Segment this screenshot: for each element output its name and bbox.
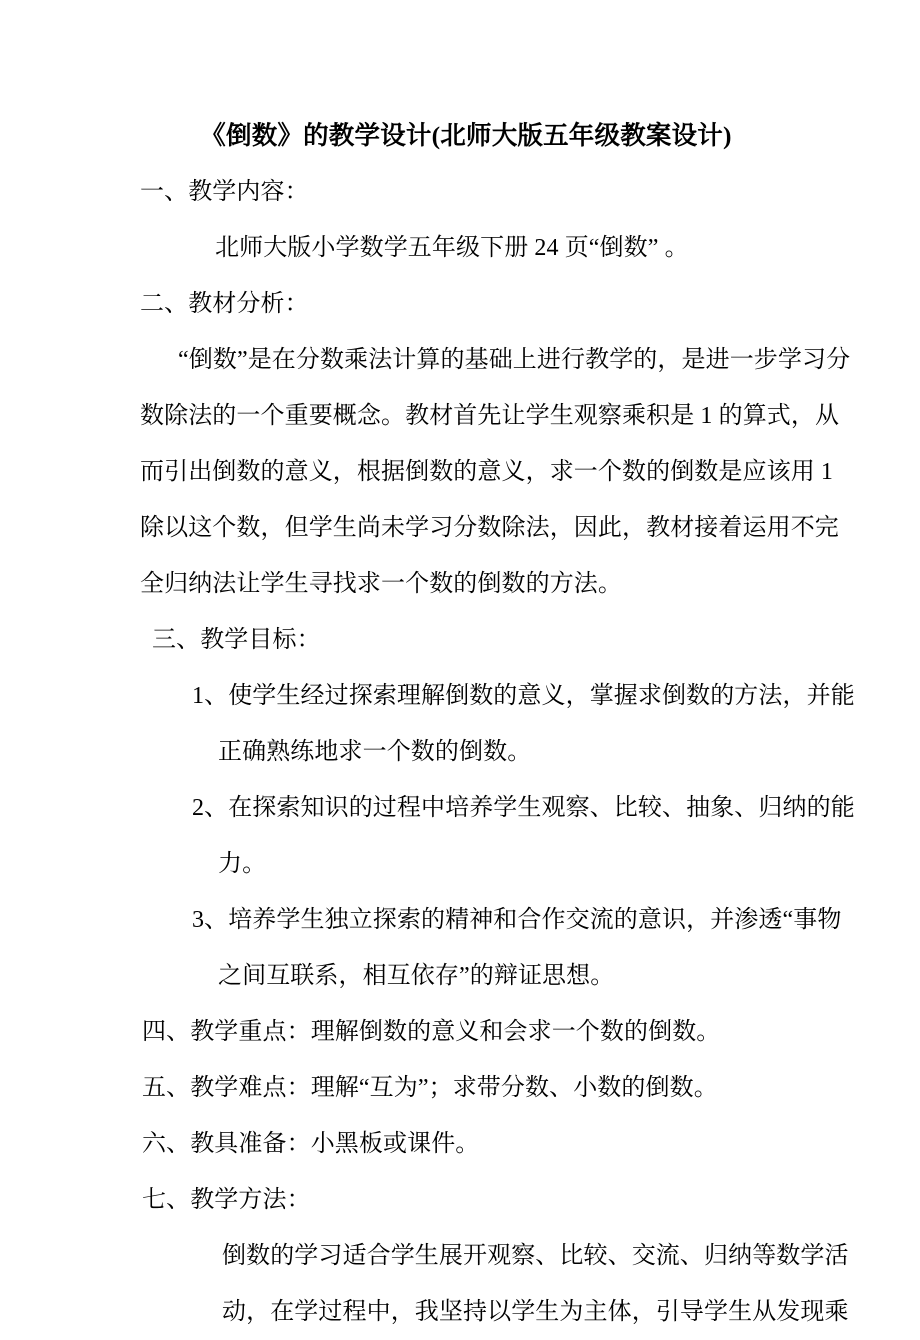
section-line: 北师大版小学数学五年级下册 24 页“倒数” 。 (215, 235, 689, 261)
list-item-continuation: 力。 (218, 851, 267, 877)
section-heading: 六、教具准备：小黑板或课件。 (142, 1131, 480, 1157)
section-heading: 五、教学难点：理解“互为”；求带分数、小数的倒数。 (142, 1075, 718, 1101)
section-3 (0, 612, 920, 1004)
section-line: 而引出倒数的意义，根据倒数的意义，求一个数的倒数是应该用 1 (140, 459, 833, 485)
section-heading: 四、教学重点：理解倒数的意义和会求一个数的倒数。 (142, 1019, 721, 1045)
section-line: 全归纳法让学生寻找求一个数的倒数的方法。 (140, 571, 622, 597)
section-6 (0, 1116, 920, 1172)
section-heading: 七、教学方法： (142, 1187, 311, 1213)
section-line: 倒数的学习适合学生展开观察、比较、交流、归纳等数学活 (222, 1243, 849, 1269)
list-item-continuation: 之间互联系，相互依存”的辩证思想。 (218, 963, 615, 989)
list-item-continuation: 正确熟练地求一个数的倒数。 (218, 739, 532, 765)
section-heading: 三、教学目标： (152, 627, 321, 653)
list-item: 2、在探索知识的过程中培养学生观察、比较、抽象、归纳的能 (192, 795, 855, 821)
section-2 (0, 276, 920, 612)
section-4 (0, 1004, 920, 1060)
section-1 (0, 164, 920, 276)
section-heading: 二、教材分析： (140, 291, 309, 317)
section-line: 动，在学过程中，我坚持以学生为主体，引导学生从发现乘 (222, 1299, 849, 1325)
list-item: 3、培养学生独立探索的精神和合作交流的意识，并渗透“事物 (192, 907, 842, 933)
section-5 (0, 1060, 920, 1116)
section-heading: 一、教学内容： (140, 179, 309, 205)
page-title: 《倒数》的教学设计(北师大版五年级教案设计) (200, 121, 732, 150)
section-line: 除以这个数，但学生尚未学习分数除法，因此，教材接着运用不完 (140, 515, 839, 541)
section-line: 数除法的一个重要概念。教材首先让学生观察乘积是 1 的算式，从 (140, 403, 840, 429)
section-line: “倒数”是在分数乘法计算的基础上进行教学的，是进一步学习分 (178, 347, 851, 373)
list-item: 1、使学生经过探索理解倒数的意义，掌握求倒数的方法，并能 (192, 683, 855, 709)
section-7 (0, 1172, 920, 1340)
